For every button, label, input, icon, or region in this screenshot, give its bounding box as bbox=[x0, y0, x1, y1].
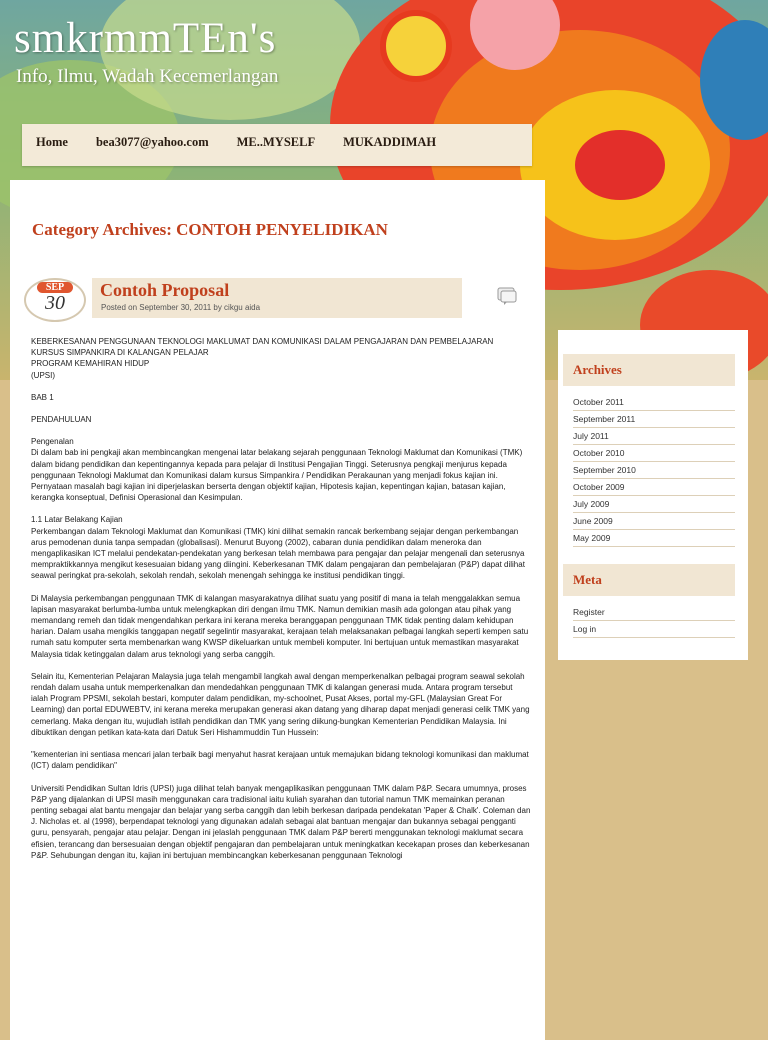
archives-widget bbox=[563, 354, 735, 547]
comment-bubble-icon[interactable] bbox=[496, 286, 518, 306]
quote-paragraph: "kementerian ini sentiasa mencari jalan terbaik bagi menyahut hasrat kerajaan untuk memajukan bidang teknologi komunikasi dan maklumat (ICT) dalam pendidikan" bbox=[31, 750, 529, 771]
register-link[interactable]: Register bbox=[573, 604, 735, 621]
pengenalan-paragraph bbox=[31, 436, 531, 503]
post-date-month: SEP bbox=[37, 282, 73, 293]
site-tagline: Info, Ilmu, Wadah Kecemerlangan bbox=[16, 66, 279, 87]
meta-widget bbox=[563, 564, 735, 638]
sidebar bbox=[558, 330, 748, 660]
nav-home[interactable]: Home bbox=[36, 134, 68, 149]
post-heading-block bbox=[31, 336, 531, 381]
meta-list bbox=[573, 604, 735, 638]
archive-link[interactable]: September 2010 bbox=[573, 462, 735, 479]
archive-link[interactable]: October 2009 bbox=[573, 479, 735, 496]
post-meta: Posted on September 30, 2011 by cikgu aida bbox=[101, 303, 261, 312]
post-body bbox=[31, 336, 531, 872]
main-content bbox=[10, 180, 545, 1040]
nav-email[interactable]: bea3077@yahoo.com bbox=[95, 134, 209, 149]
archives-list bbox=[573, 394, 735, 547]
nav-mukaddimah[interactable]: MUKADDIMAH bbox=[343, 134, 437, 149]
heading-line: PROGRAM KEMAHIRAN HIDUP bbox=[31, 359, 150, 369]
pendahuluan-label: PENDAHULUAN bbox=[31, 415, 92, 425]
login-link[interactable]: Log in bbox=[573, 621, 735, 638]
archives-title: Archives bbox=[563, 354, 735, 386]
pengenalan-text: Di dalam bab ini pengkaji akan membincangkan mengenai latar belakang sejarah penggunaan Teknologi Maklumat dan Komunikasi (TMK) dalam bidang pendidikan dan kepentingannya kepada para pelajar di Institusi Pengajian Tinggi. Seterusnya pengkaji menjurus kepada penggunaan Teknologi Maklumat dan Komunikasi dalam kursus Simpankira / Pendidikan Perakaunan yang menjadi fokus kajian ini. Pernyataan masalah bagi kajian ini diperjelaskan berserta dengan objektif kajian, Hipotesis kajian, kepentingan kajian, batasan kajian, kerangka konseptual, Definisi Operasional dan Kesimpulan. bbox=[31, 448, 523, 503]
archive-link[interactable]: May 2009 bbox=[573, 530, 735, 547]
category-archive-title: Category Archives: CONTOH PENYELIDIKAN bbox=[32, 220, 388, 239]
latar-text: Perkembangan dalam Teknologi Maklumat dan Komunikasi (TMK) kini dilihat semakin rancak berkembang sejajar dengan perkembangan arus pemodenan dunia tanpa sempadan (globalisasi). Menurut Buyong (2002), cabaran dunia pendidikan dalam meneroka dan mengaplikasikan ICT melalui pendekatan-pendekatan yang berkesan telah membawa para pengajar dan pelajar mengenali dan seterusnya mempraktikkannya mengikut kesesuaian bidang yang diingini. Keberkesanan TMK dalam pengajaran dan pembelajaran (P&P) dapat dilihat seawal peringkat pra-sekolah, sekolah rendah, sekolah menengah sehingga ke institusi pendidikan tinggi. bbox=[31, 526, 525, 581]
archive-link[interactable]: July 2009 bbox=[573, 496, 735, 513]
post-title[interactable]: Contoh Proposal bbox=[100, 280, 230, 300]
archive-link[interactable]: June 2009 bbox=[573, 513, 735, 530]
latar-label: 1.1 Latar Belakang Kajian bbox=[31, 515, 123, 525]
archive-link[interactable]: October 2010 bbox=[573, 445, 735, 462]
post-date-day: 30 bbox=[45, 292, 65, 314]
pengenalan-label: Pengenalan bbox=[31, 437, 74, 447]
main-nav bbox=[22, 124, 532, 166]
upsi-paragraph: Universiti Pendidikan Sultan Idris (UPSI) juga dilihat telah banyak mengaplikasikan penggunaan TMK dalam P&P. Secara umumnya, proses P&P yang dijalankan di UPSI masih menggunakan cara tradisional iaitu kuliah syarahan dan tutorial namun TMK memainkan peranan penting sebagai alat bantu mengajar dan belajar yang serba canggih dan lebih berkesan daripada pendekatan 'Paper & Chalk'. Coleman dan J. Nicholas et. al (1998), berpendapat teknologi yang digunakan adalah sebagai alat bantuan mengajar dan bukannya sebagai pengganti guru, pensyarah, pengajar atau pelajar. Dengan ini jelaslah penggunaan TMK dalam P&P bererti menggunakan teknologi maklumat secara efisien, terancang dan bersesuaian dengan objektif pengajaran dan pembelajaran untuk meningkatkan kecekapan proses dan keberkesanan P&P. Sehubungan dengan itu, kajian ini bertujuan membincangkan keberkesanan penggunaan Teknologi bbox=[31, 783, 531, 860]
latar-paragraph bbox=[31, 514, 531, 581]
site-title[interactable]: smkrmmTEn's bbox=[14, 15, 277, 62]
malaysia-paragraph: Di Malaysia perkembangan penggunaan TMK di kalangan masyarakatnya dilihat suatu yang positif di mana ia telah menggalakkan semua lapisan masyarakat berlumba-lumba untuk melengkapkan diri dengan ilmu TMK. Namun demikian masih ada golongan atau pihak yang memandang remeh dan tidak mengendahkan perkara ini kerana mereka beranggapan penggunaan TMK tidak penting dalam kehidupan harian. Dalam usaha mengikis tanggapan negatif segelintir masyarakat, kerajaan telah melaksanakan pelbagai langkah seperti kempen satu rumah satu komputer serta membenarkan wang KWSP dikeluarkan untuk membeli komputer. Ini bertujuan untuk memastikan masyarakat Malaysia tidak ketinggalan dalam arus teknologi yang serba canggih. bbox=[31, 593, 529, 659]
heading-line: KURSUS SIMPANKIRA DI KALANGAN PELAJAR bbox=[31, 348, 209, 358]
heading-line: (UPSI) bbox=[31, 370, 55, 380]
kementerian-paragraph: Selain itu, Kementerian Pelajaran Malaysia juga telah mengambil langkah awal dengan memperkenalkan pelbagai program seawal sekolah rendah dalam usaha untuk memperkenalkan dan mendedahkan penggunaan TMK di kalangan generasi muda. Antara program tersebut ialah Program PPSMI, sekolah bestari, komputer dalam pendidikan, my-schoolnet, Pusat Akses, portal my-GFL (Malaysian Great For Learning) dan portal EDUWEBTV, ini kerana mereka merupakan generasi akan datang yang diharap dapat menjadi generasi celik TMK yang cemerlang. Maka dengan itu, wujudlah istilah pendidikan dan TMK yang sering diikung-bungkan Kementerian Pendidikan Malaysia. Ini dibuktikan dengan petikan kata-kata dari Datuk Seri Hishammuddin Tun Hussein: bbox=[31, 671, 530, 737]
archive-link[interactable]: July 2011 bbox=[573, 428, 735, 445]
meta-title: Meta bbox=[563, 564, 735, 596]
bab-label: BAB 1 bbox=[31, 392, 54, 402]
archive-link[interactable]: September 2011 bbox=[573, 411, 735, 428]
post-date-badge bbox=[24, 278, 86, 322]
heading-line: KEBERKESANAN PENGGUNAAN TEKNOLOGI MAKLUMAT DAN KOMUNIKASI DALAM PENGAJARAN DAN PEMBELAJARAN bbox=[31, 337, 494, 346]
nav-me-myself[interactable]: ME..MYSELF bbox=[236, 134, 316, 149]
archive-link[interactable]: October 2011 bbox=[573, 394, 735, 411]
